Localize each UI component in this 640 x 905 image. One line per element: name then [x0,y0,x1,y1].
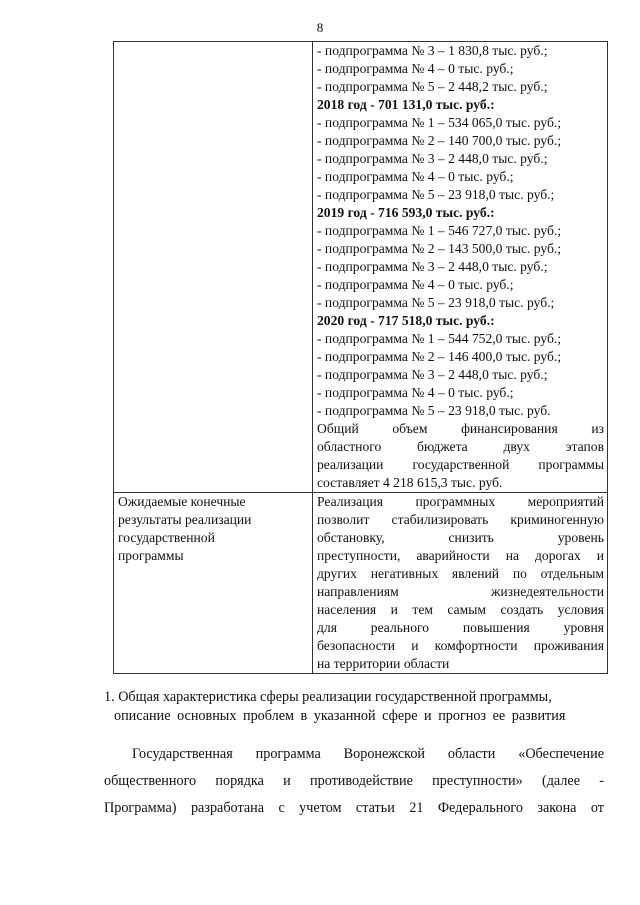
expected-results-label: программы [118,548,184,563]
funding-line: - подпрограмма № 4 – 0 тыс. руб.; [317,169,514,184]
funding-value-cell [313,42,608,493]
body-line: Программа) разработана с учетом статьи 21 Федерального закона от [104,800,604,816]
total-funding-line: Общий объем финансирования из [317,421,604,436]
funding-line: - подпрограмма № 3 – 2 448,0 тыс. руб.; [317,367,548,382]
expected-results-line: населения и тем самым создать условия [317,602,604,617]
expected-results-line: для реального повышения уровня [317,620,604,635]
year-2020-title: 2020 год - 717 518,0 тыс. руб.: [317,313,495,328]
section-heading-line1: 1. Общая характеристика сферы реализации государственной программы, [104,689,552,705]
expected-results-line: преступности, аварийности на дорогах и [317,548,604,563]
expected-results-label: государственной [118,530,215,545]
funding-line: - подпрограмма № 4 – 0 тыс. руб.; [317,277,514,292]
expected-results-line: других негативных явлений по отдельным [317,566,604,581]
funding-line: - подпрограмма № 3 – 2 448,0 тыс. руб.; [317,259,548,274]
funding-line: - подпрограмма № 2 – 146 400,0 тыс. руб.; [317,349,562,364]
funding-line: - подпрограмма № 5 – 23 918,0 тыс. руб. [317,403,551,418]
funding-line: - подпрограмма № 4 – 0 тыс. руб.; [317,385,514,400]
expected-results-line: позволит стабилизировать криминогенную [317,512,604,527]
funding-line: - подпрограмма № 5 – 23 918,0 тыс. руб.; [317,295,555,310]
funding-line: - подпрограмма № 4 – 0 тыс. руб.; [317,61,514,76]
expected-results-label-cell [114,493,313,674]
funding-line: - подпрограмма № 1 – 544 752,0 тыс. руб.; [317,331,562,346]
total-funding-line: реализации государственной программы [317,457,604,472]
funding-line: - подпрограмма № 3 – 1 830,8 тыс. руб.; [317,43,548,58]
passport-table [113,41,608,674]
body-line: общественного порядка и противодействие преступности» (далее - [104,773,604,789]
expected-results-line: безопасности и комфортности проживания [317,638,604,653]
section-heading [0,688,640,726]
expected-results-label: результаты реализации [118,512,252,527]
page-number: 8 [316,20,324,35]
body-paragraph [104,741,604,822]
expected-results-line: обстановку, снизить уровень [317,530,604,545]
total-funding-line: областного бюджета двух этапов [317,439,604,454]
expected-results-text-cell [313,493,608,674]
expected-results-line: направлениям жизнедеятельности [317,584,604,599]
funding-line: - подпрограмма № 3 – 2 448,0 тыс. руб.; [317,151,548,166]
funding-line: - подпрограмма № 2 – 140 700,0 тыс. руб.; [317,133,562,148]
funding-label-cell [114,42,313,493]
expected-results-line: Реализация программных мероприятий [317,494,604,509]
funding-line: - подпрограмма № 1 – 534 065,0 тыс. руб.; [317,115,562,130]
funding-line: - подпрограмма № 5 – 23 918,0 тыс. руб.; [317,187,555,202]
body-line: Государственная программа Воронежской области «Обеспечение [132,746,604,762]
funding-line: - подпрограмма № 1 – 546 727,0 тыс. руб.; [317,223,562,238]
year-2018-title: 2018 год - 701 131,0 тыс. руб.: [317,97,495,112]
funding-line: - подпрограмма № 2 – 143 500,0 тыс. руб.; [317,241,562,256]
expected-results-line: на территории области [317,656,450,671]
funding-row [114,42,608,493]
expected-results-label: Ожидаемые конечные [118,494,246,509]
expected-results-row [114,493,608,674]
section-heading-line2: описание основных проблем в указанной сфере и прогноз ее развития [114,708,566,724]
year-2019-title: 2019 год - 716 593,0 тыс. руб.: [317,205,495,220]
funding-line: - подпрограмма № 5 – 2 448,2 тыс. руб.; [317,79,548,94]
total-funding-line: составляет 4 218 615,3 тыс. руб. [317,475,503,490]
